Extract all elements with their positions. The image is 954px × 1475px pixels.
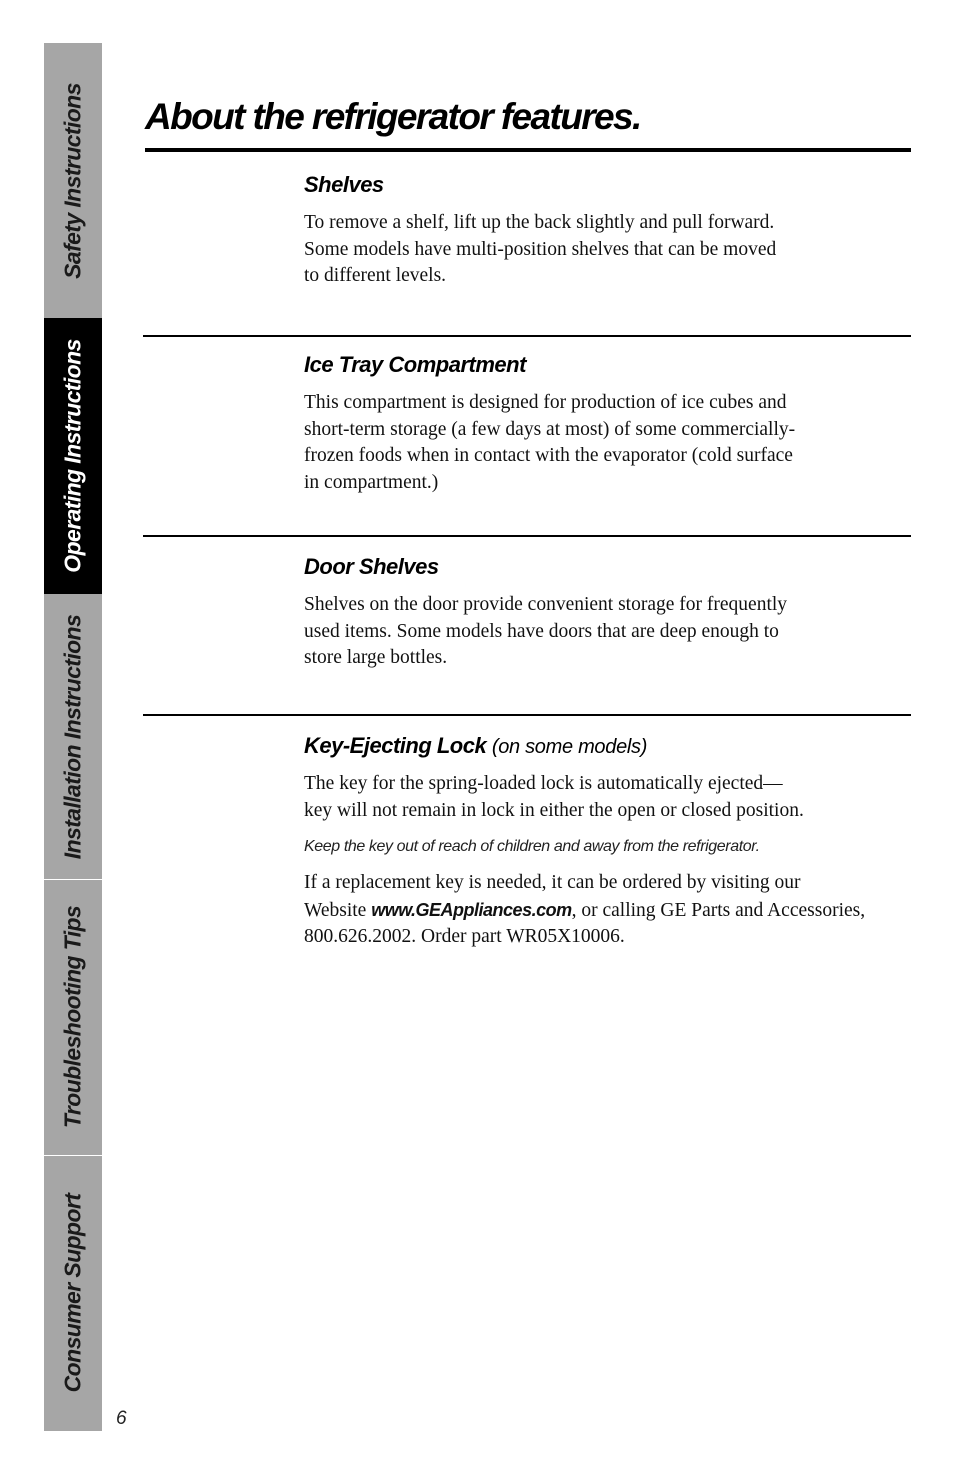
tab-consumer-support[interactable] [44,1155,102,1431]
page-number: 6 [116,1408,127,1429]
section-key-ejecting-lock [304,733,910,965]
body-line: The key for the spring-loaded lock is automatically ejected— [304,773,783,794]
body-line: Shelves on the door provide convenient storage for frequently [304,594,788,615]
tab-troubleshooting-tips[interactable] [44,879,102,1155]
body-line: Some models have multi-position shelves that can be moved [304,238,777,260]
section-body [304,592,910,672]
section-heading: Ice Tray Compartment [304,352,526,377]
body-line: This compartment is designed for production of ice cubes and [304,392,787,413]
body-line: To remove a shelf, lift up the back slightly and pull forward. [304,212,775,233]
section-body [304,771,910,824]
section-divider [143,535,911,537]
body-text: , or calling GE Parts and Accessories, [571,899,866,921]
page-title: About the refrigerator features. [145,96,641,137]
body-line: frozen foods when in contact with the evaporator (cold surface [304,445,793,466]
section-heading: Door Shelves [304,554,439,579]
section-body [304,390,910,496]
tab-divider [44,1155,102,1156]
tab-label: Safety Instructions [59,82,86,279]
website-link[interactable]: www.GEAppliances.com [371,899,572,920]
section-ice-tray-compartment [304,352,910,510]
section-door-shelves [304,554,910,686]
body-line: in compartment.) [304,471,439,493]
safety-note: Keep the key out of reach of children and away from the refrigerator. [304,838,760,855]
body-line: short-term storage (a few days at most) of some commercially- [304,418,796,440]
section-tabs [44,43,102,1431]
tab-installation-instructions[interactable] [44,594,102,879]
section-body [304,210,910,290]
tab-safety-instructions[interactable] [44,43,102,318]
tab-label: Consumer Support [59,1193,86,1393]
tab-label: Troubleshooting Tips [59,905,86,1129]
body-line: used items. Some models have doors that are deep enough to [304,620,779,642]
heading-text: Key-Ejecting Lock [304,733,487,758]
heading-note: (on some models) [491,736,648,758]
section-shelves [304,172,910,304]
tab-divider [44,879,102,880]
body-line: key will not remain in lock in either the open or closed position. [304,799,804,821]
tab-label: Operating Instructions [59,339,86,573]
section-heading [304,733,910,759]
tab-label: Installation Instructions [59,614,86,859]
body-line: 800.626.2002. Order part WR05X10006. [304,926,625,947]
tab-operating-instructions[interactable] [44,318,102,594]
body-line: store large bottles. [304,647,448,668]
title-divider [145,148,911,152]
body-line: If a replacement key is needed, it can be ordered by visiting our [304,872,801,893]
body-text: Website [304,899,372,921]
section-divider [143,335,911,337]
body-line: to different levels. [304,265,447,286]
section-divider [143,714,911,716]
replacement-key-info [304,870,910,951]
section-heading: Shelves [304,172,384,197]
